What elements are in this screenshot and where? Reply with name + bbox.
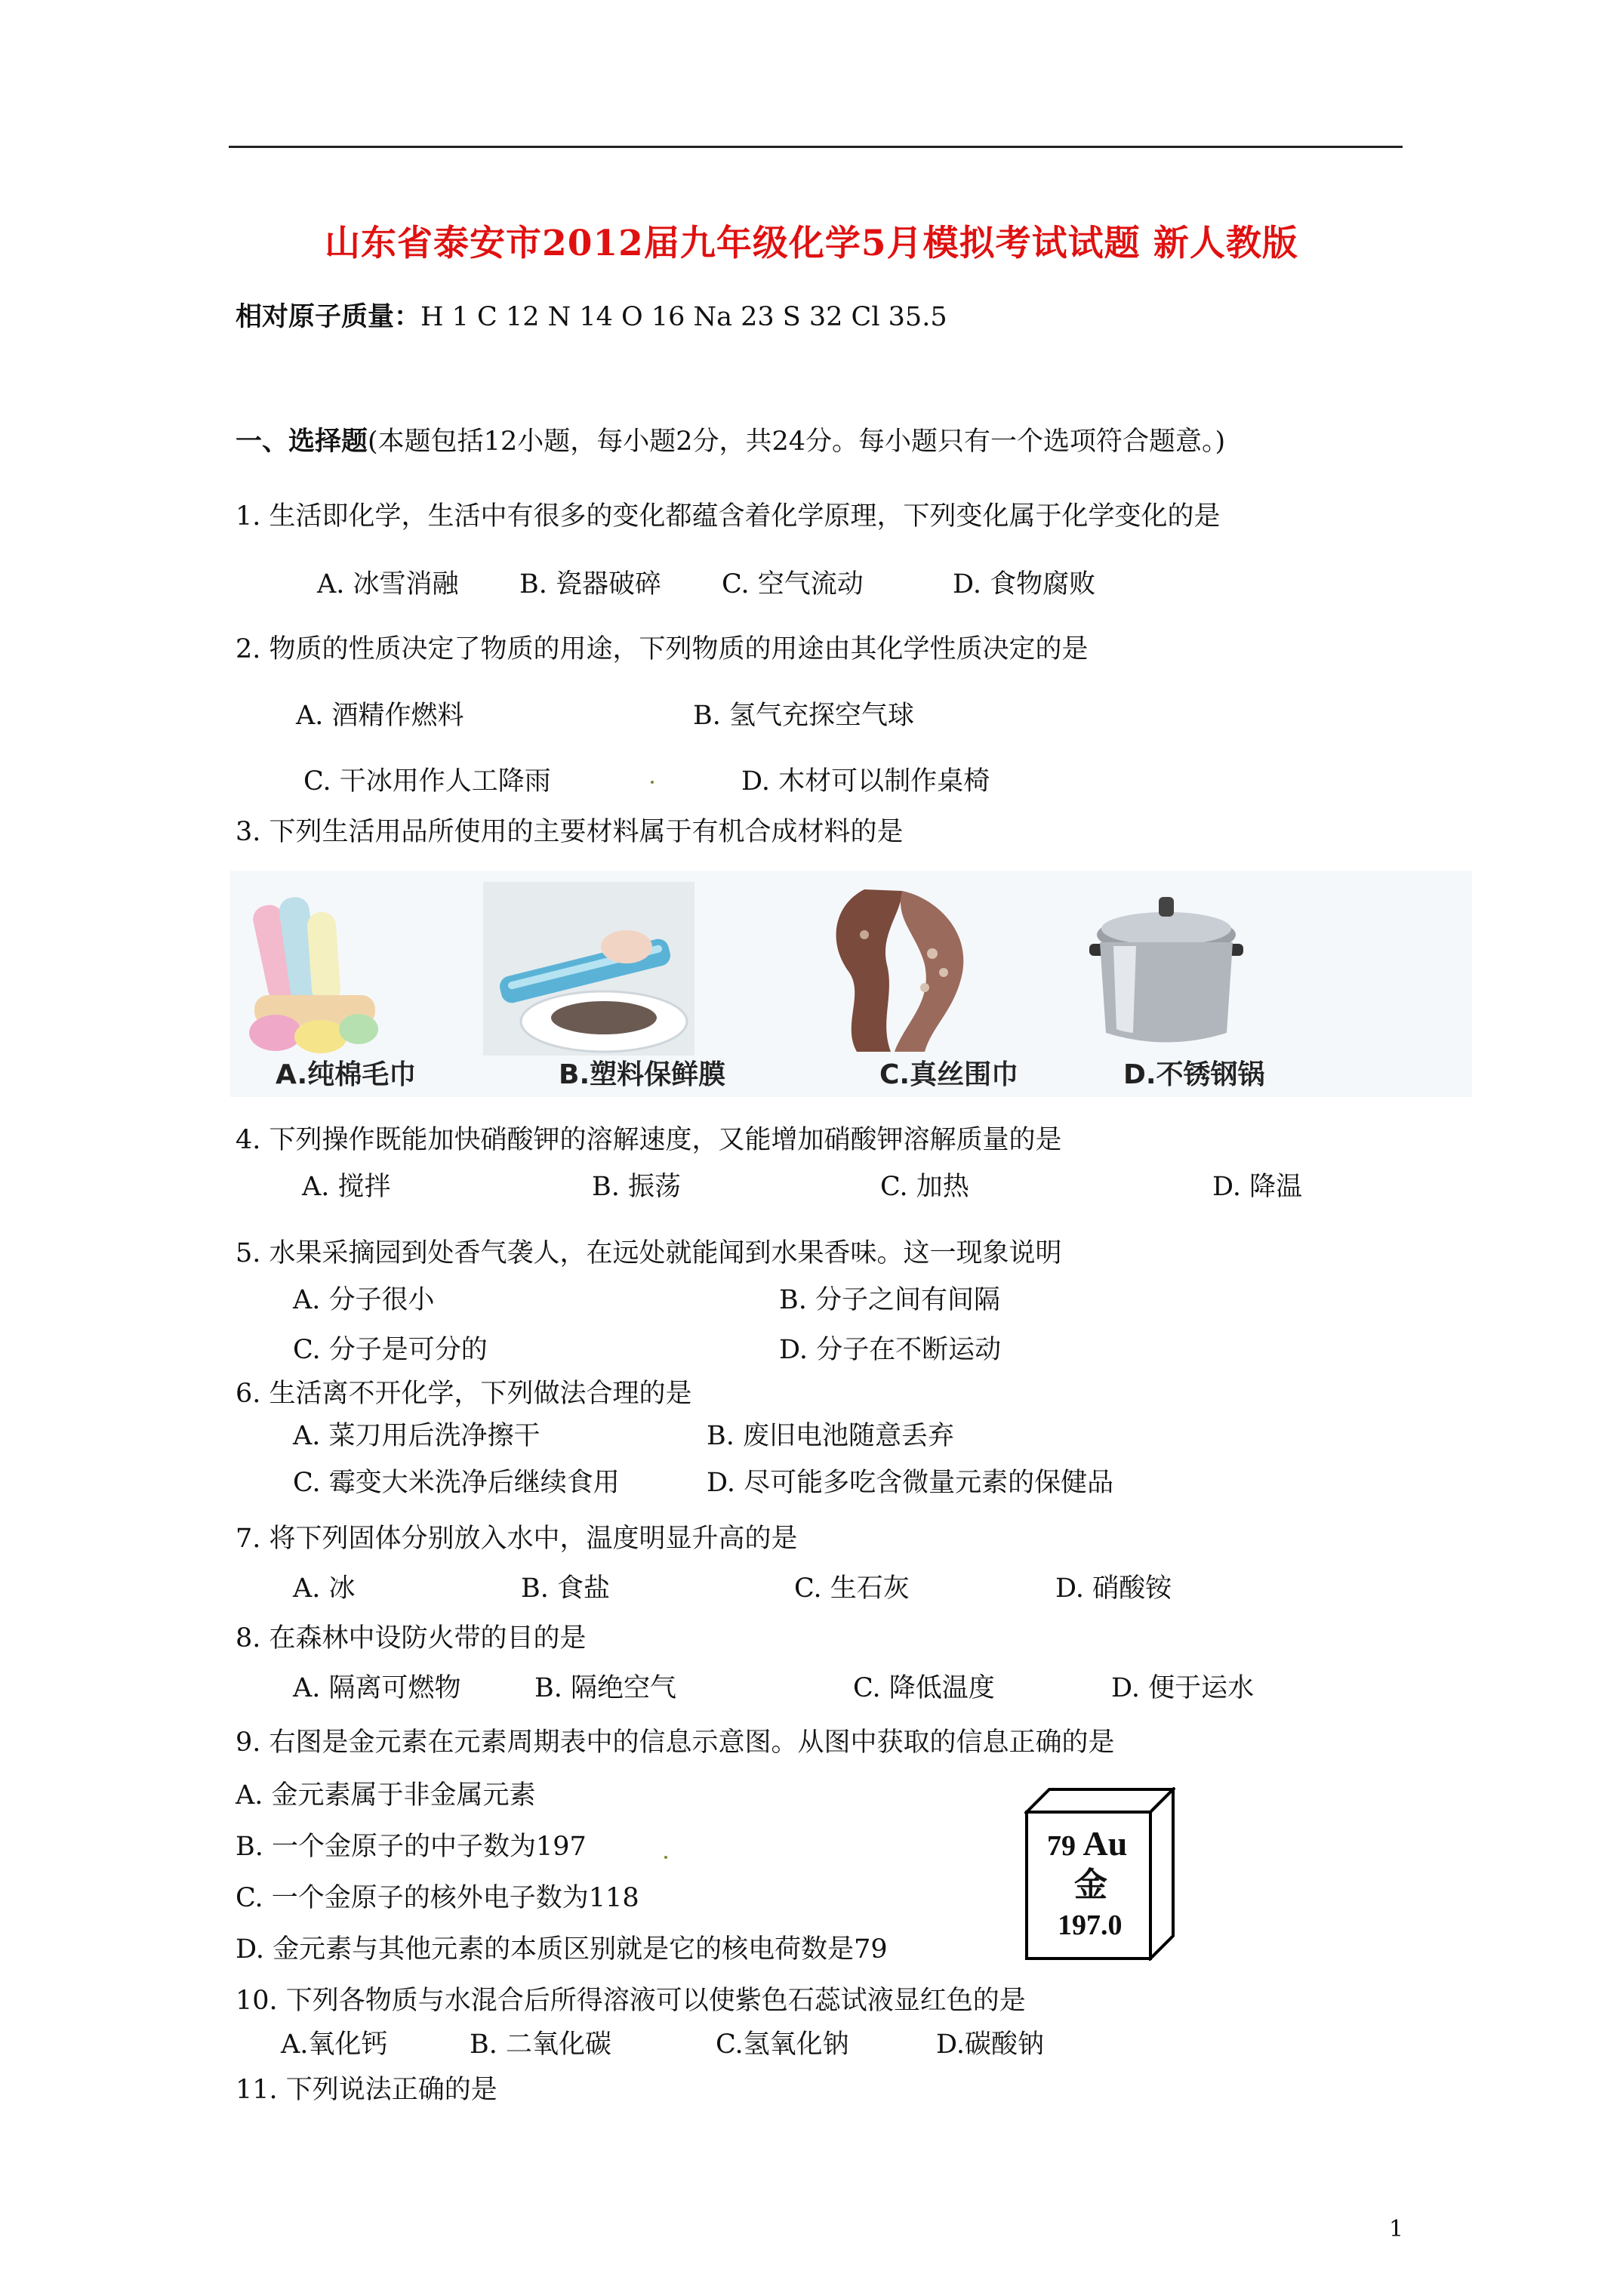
atomic-number: 79	[1047, 1830, 1076, 1862]
q2-option-a: A. 酒精作燃料	[296, 701, 464, 731]
option-c-label: C.真丝围巾	[879, 1059, 1019, 1090]
question-3-stem: 3. 下列生活用品所使用的主要材料属于有机合成材料的是	[236, 817, 904, 847]
q7-option-c: C. 生石灰	[794, 1573, 910, 1604]
section-note: (本题包括12小题，每小题2分，共24分。每小题只有一个选项符合题意。)	[368, 427, 1226, 457]
q4-option-c: C. 加热	[880, 1172, 969, 1202]
atomic-masses-label: 相对原子质量：	[236, 301, 421, 332]
question-2-stem: 2. 物质的性质决定了物质的用途，下列物质的用途由其化学性质决定的是	[236, 634, 1089, 664]
q2-option-c: C. 干冰用作人工降雨	[303, 766, 551, 797]
q1-option-a: A. 冰雪消融	[317, 569, 459, 599]
q4-option-a: A. 搅拌	[302, 1172, 391, 1202]
q10-option-b: B. 二氧化碳	[470, 2029, 611, 2060]
question-5-stem: 5. 水果采摘园到处香气袭人，在远处就能闻到水果香味。这一现象说明	[236, 1238, 1062, 1268]
top-rule	[229, 146, 1403, 148]
q5-option-d: D. 分子在不断运动	[779, 1335, 1002, 1365]
q4-option-d: D. 降温	[1212, 1172, 1303, 1202]
atomic-masses-values: H 1 C 12 N 14 O 16 Na 23 S 32 Cl 35.5	[420, 302, 947, 332]
q5-option-b: B. 分子之间有间隔	[779, 1285, 1000, 1315]
q6-option-a: A. 菜刀用后洗净擦干	[293, 1421, 540, 1451]
q8-option-a: A. 隔离可燃物	[293, 1673, 461, 1703]
q1-option-c: C. 空气流动	[722, 569, 864, 599]
towels-icon	[238, 882, 381, 1056]
section-title: 一、选择题	[236, 426, 368, 457]
question-9-stem: 9. 右图是金元素在元素周期表中的信息示意图。从图中获取的信息正确的是	[236, 1727, 1115, 1758]
section-heading	[236, 425, 1225, 458]
stray-dot	[651, 781, 654, 784]
element-name: 金	[1074, 1866, 1107, 1904]
q10-option-c: C.氢氧化钠	[716, 2029, 849, 2060]
question-10-stem: 10. 下列各物质与水混合后所得溶液可以使紫色石蕊试液显红色的是	[236, 1986, 1026, 2016]
atomic-masses	[236, 300, 947, 334]
q10-option-d: D.碳酸钠	[936, 2029, 1044, 2060]
question-7-stem: 7. 将下列固体分别放入水中，温度明显升高的是	[236, 1524, 798, 1554]
q9-option-b: B. 一个金原子的中子数为197	[236, 1832, 587, 1862]
q9-option-d: D. 金元素与其他元素的本质区别就是它的核电荷数是79	[236, 1934, 888, 1965]
q6-option-b: B. 废旧电池随意丢弃	[707, 1421, 954, 1451]
pot-icon	[1083, 882, 1249, 1056]
option-b-label: B.塑料保鲜膜	[559, 1059, 726, 1090]
q9-option-a: A. 金元素属于非金属元素	[236, 1780, 536, 1811]
q5-option-a: A. 分子很小	[293, 1285, 435, 1315]
q9-option-c: C. 一个金原子的核外电子数为118	[236, 1883, 639, 1913]
option-d-label: D.不锈钢锅	[1123, 1059, 1265, 1090]
q6-option-d: D. 尽可能多吃含微量元素的保健品	[707, 1468, 1114, 1498]
q1-option-b: B. 瓷器破碎	[519, 569, 661, 599]
q7-option-d: D. 硝酸铵	[1055, 1573, 1172, 1604]
q7-option-a: A. 冰	[293, 1573, 356, 1604]
q2-option-b: B. 氢气充探空气球	[693, 701, 914, 731]
plastic-wrap-icon	[483, 882, 694, 1056]
q6-option-c: C. 霉变大米洗净后继续食用	[293, 1468, 620, 1498]
gold-element-cell	[1024, 1787, 1175, 1961]
atomic-mass: 197.0	[1058, 1909, 1123, 1941]
q8-option-b: B. 隔绝空气	[534, 1673, 676, 1703]
page-title: 山东省泰安市2012届九年级化学5月模拟考试试题 新人教版	[325, 223, 1298, 264]
question-1-stem: 1. 生活即化学，生活中有很多的变化都蕴含着化学原理，下列变化属于化学变化的是	[236, 501, 1221, 532]
q5-option-c: C. 分子是可分的	[293, 1335, 488, 1365]
q8-option-d: D. 便于运水	[1111, 1673, 1255, 1703]
question-11-stem: 11. 下列说法正确的是	[236, 2075, 497, 2105]
q7-option-b: B. 食盐	[521, 1573, 610, 1604]
question-6-stem: 6. 生活离不开化学，下列做法合理的是	[236, 1379, 692, 1409]
materials-photo-strip	[230, 871, 1472, 1097]
q8-option-c: C. 降低温度	[853, 1673, 995, 1703]
page-number: 1	[1389, 2216, 1404, 2242]
q10-option-a: A.氧化钙	[281, 2029, 388, 2060]
q2-option-d: D. 木材可以制作桌椅	[741, 766, 990, 797]
question-8-stem: 8. 在森林中设防火带的目的是	[236, 1623, 587, 1653]
q1-option-d: D. 食物腐败	[953, 569, 1096, 599]
question-4-stem: 4. 下列操作既能加快硝酸钾的溶解速度，又能增加硝酸钾溶解质量的是	[236, 1125, 1062, 1155]
stray-dot	[664, 1856, 667, 1859]
element-symbol: Au	[1083, 1824, 1128, 1863]
scarf-icon	[819, 882, 978, 1056]
q4-option-b: B. 振荡	[592, 1172, 681, 1202]
option-a-label: A.纯棉毛巾	[276, 1059, 417, 1090]
